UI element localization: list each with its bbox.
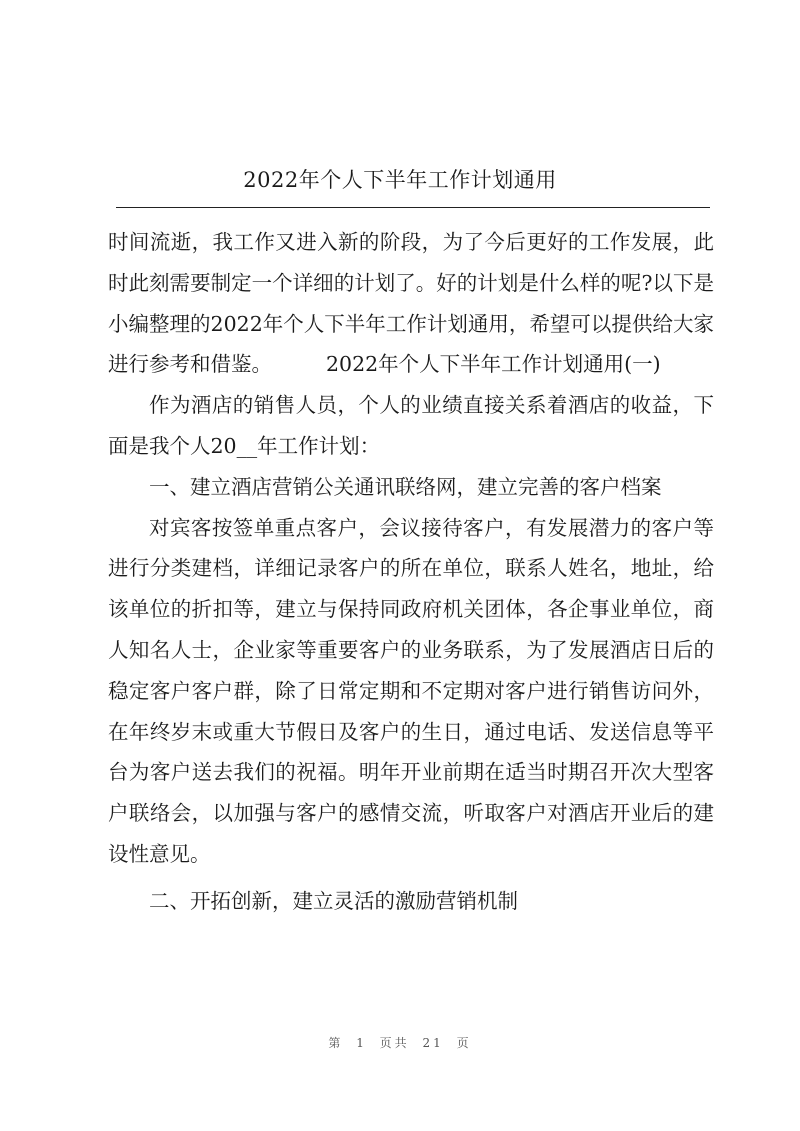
- document-body: [108, 222, 714, 922]
- document-title: 2022年个人下半年工作计划通用: [243, 168, 557, 192]
- section-heading-1: 一、建立酒店营销公关通讯联络网，建立完善的客户档案: [149, 474, 662, 499]
- paragraph-2: 对宾客按签单重点客户，会议接待客户，有发展潜力的客户等进行分类建档，详细记录客户的所在单位，联系人姓名，地址，给该单位的折扣等，建立与保持同政府机关团体，各企事业单位，商人知名人士，企业家等重要客户的业务联系，为了发展酒店日后的稳定客户客户群，除了日常定期和不定期对客户进行销售访问外，在年终岁末或重大节假日及客户的生日，通过电话、发送信息等平台为客户送去我们的祝福。明年开业前期在适当时期召开次大型客户联络会，以加强与客户的感情交流，听取客户对酒店开业后的建设性意见。: [108, 515, 714, 866]
- page-number: 第 1 页共 21 页: [328, 1036, 472, 1050]
- intro-text: 时间流逝，我工作又进入新的阶段，为了今后更好的工作发展，此时此刻需要制定一个详细的计划了。好的计划是什么样的呢?以下是小编整理的2022年个人下半年工作计划通用，希望可以提供给大家进行参考和借鉴。: [108, 230, 714, 377]
- section-heading-2: 二、开拓创新，建立灵活的激励营销机制: [149, 888, 518, 913]
- intro-paragraph: [108, 222, 714, 385]
- section-subtitle: 2022年个人下半年工作计划通用(一): [326, 352, 661, 377]
- paragraph-1: 作为酒店的销售人员，个人的业绩直接关系着酒店的收益，下面是我个人20__年工作计划：: [108, 393, 714, 458]
- title-divider: [116, 207, 710, 208]
